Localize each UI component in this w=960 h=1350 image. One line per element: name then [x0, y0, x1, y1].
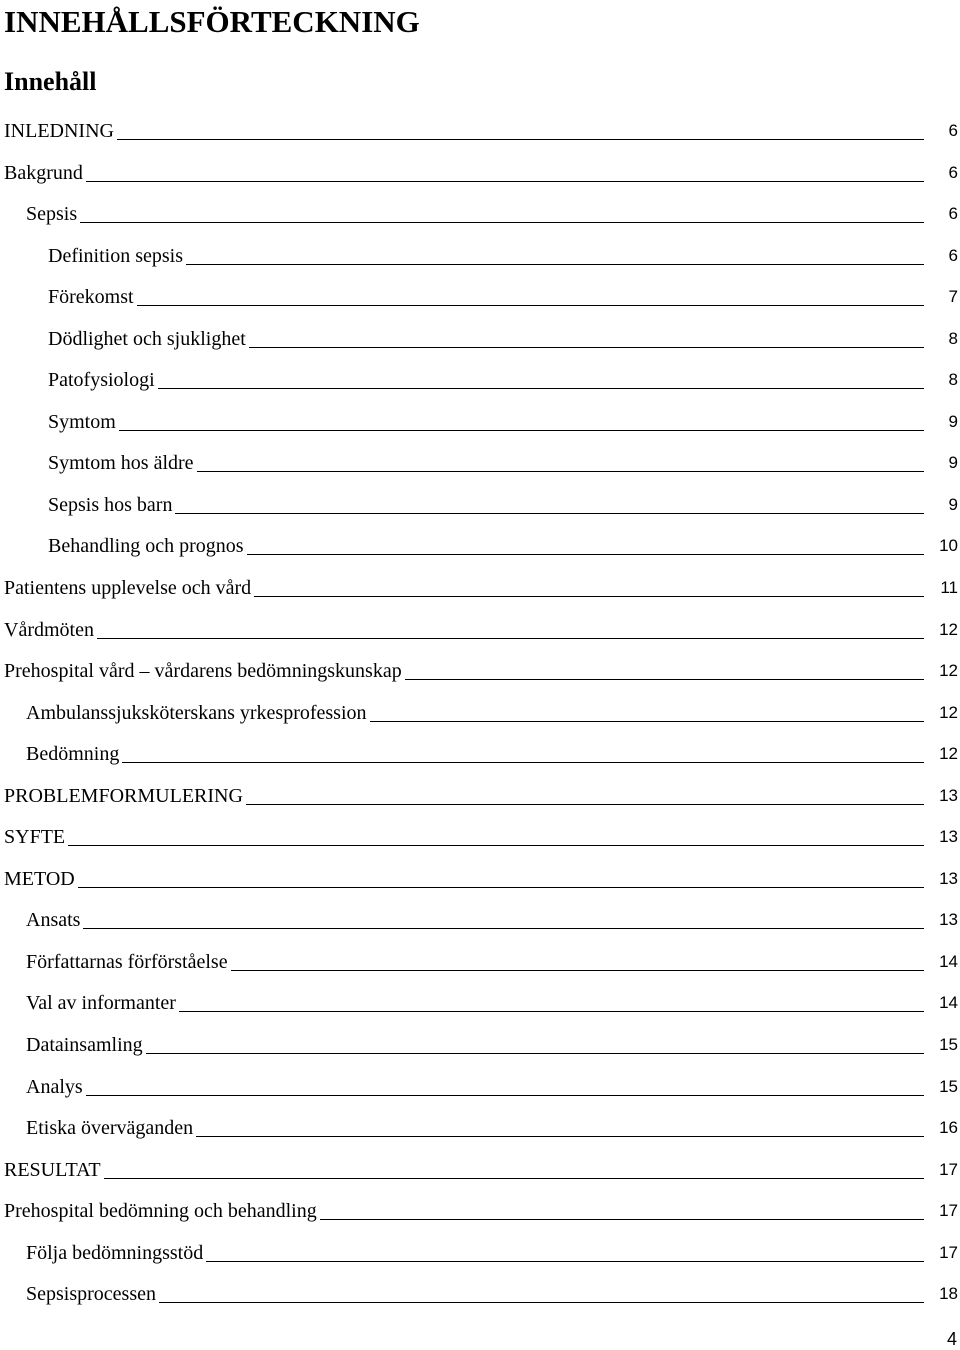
toc-entry-title: Sepsisprocessen	[26, 1282, 159, 1306]
toc-leader-line	[26, 762, 924, 763]
toc-entry[interactable]	[0, 525, 960, 567]
toc-entry-title: Etiska överväganden	[26, 1116, 196, 1140]
toc-leader-line	[48, 305, 924, 306]
toc-entry-page: 18	[939, 1284, 958, 1304]
toc-entry-title: Patofysiologi	[48, 368, 158, 392]
toc-entry[interactable]	[0, 484, 960, 526]
toc-leader-line	[26, 222, 924, 223]
toc-entry[interactable]	[0, 609, 960, 651]
toc-entry[interactable]	[0, 775, 960, 817]
toc-entry-page: 13	[939, 827, 958, 847]
toc-leader-line	[4, 139, 924, 140]
toc-leader-line	[26, 928, 924, 929]
toc-entry[interactable]	[0, 650, 960, 692]
toc-entry-page: 12	[939, 702, 958, 722]
toc-entry-title: Sepsis hos barn	[48, 493, 175, 517]
toc-leader-line	[4, 181, 924, 182]
toc-entry-title: INLEDNING	[4, 119, 117, 143]
toc-entry[interactable]	[0, 401, 960, 443]
toc-entry-page: 6	[948, 245, 958, 265]
toc-entry[interactable]	[0, 858, 960, 900]
toc-leader-line	[48, 430, 924, 431]
toc-entry-page: 6	[948, 162, 958, 182]
toc-entry-title: Ansats	[26, 908, 83, 932]
toc-leader-line	[48, 513, 924, 514]
toc-entry[interactable]	[0, 1232, 960, 1274]
toc-entry-page: 7	[948, 287, 958, 307]
toc-entry-page: 11	[940, 578, 958, 598]
toc-entry-title: Sepsis	[26, 202, 80, 226]
toc-entry[interactable]	[0, 235, 960, 277]
toc-leader-line	[26, 1302, 924, 1303]
toc-entry-page: 16	[939, 1118, 958, 1138]
toc-entry-page: 13	[939, 785, 958, 805]
toc-entry[interactable]	[0, 899, 960, 941]
toc-title: Innehåll	[4, 67, 97, 96]
toc-entry-page: 9	[948, 453, 958, 473]
toc-entry[interactable]	[0, 1190, 960, 1232]
toc-entry-title: METOD	[4, 867, 78, 891]
toc-entry-title: Symtom hos äldre	[48, 451, 197, 475]
toc-entry[interactable]	[0, 442, 960, 484]
toc-entry-title: Patientens upplevelse och vård	[4, 576, 254, 600]
toc-entry-title: Definition sepsis	[48, 244, 186, 268]
toc-entry[interactable]	[0, 941, 960, 983]
toc-entry-page: 10	[939, 536, 958, 556]
toc-leader-line	[48, 388, 924, 389]
toc-entry-page: 12	[939, 744, 958, 764]
toc-entry[interactable]	[0, 276, 960, 318]
toc-entry-page: 14	[939, 951, 958, 971]
toc-leader-line	[26, 1095, 924, 1096]
toc-entry-title: Symtom	[48, 410, 119, 434]
toc-entry-title: Datainsamling	[26, 1033, 146, 1057]
toc-entry-title: Bedömning	[26, 742, 122, 766]
toc-entry-page: 13	[939, 910, 958, 930]
toc-entry-title: SYFTE	[4, 825, 68, 849]
toc-entry-title: PROBLEMFORMULERING	[4, 784, 246, 808]
toc-entry[interactable]	[0, 982, 960, 1024]
toc-entry[interactable]	[0, 692, 960, 734]
toc-entry-page: 8	[948, 328, 958, 348]
toc-entry-title: Val av informanter	[26, 991, 179, 1015]
toc-entry[interactable]	[0, 152, 960, 194]
toc-entry-page: 17	[939, 1159, 958, 1179]
toc-entry-page: 15	[939, 1076, 958, 1096]
toc-entry[interactable]	[0, 359, 960, 401]
toc-entry[interactable]	[0, 733, 960, 775]
toc-entry[interactable]	[0, 567, 960, 609]
toc-entry-page: 12	[939, 619, 958, 639]
toc-entry-title: Författarnas förförståelse	[26, 950, 231, 974]
toc-entry-title: Följa bedömningsstöd	[26, 1241, 206, 1265]
toc-entry-page: 14	[939, 993, 958, 1013]
toc-entry[interactable]	[0, 1066, 960, 1108]
toc-entry[interactable]	[0, 1273, 960, 1315]
toc-entry-title: Analys	[26, 1075, 86, 1099]
page-number: 4	[946, 1329, 957, 1349]
toc-entry-title: RESULTAT	[4, 1158, 104, 1182]
toc-leader-line	[4, 887, 924, 888]
toc-entry-title: Prehospital vård – vårdarens bedömningskunskap	[4, 659, 405, 683]
toc-entry[interactable]	[0, 816, 960, 858]
toc-entry-page: 12	[939, 661, 958, 681]
toc-entry[interactable]	[0, 318, 960, 360]
toc-entry-title: Vårdmöten	[4, 618, 97, 642]
toc-entry-page: 9	[948, 494, 958, 514]
table-of-contents	[0, 110, 960, 1315]
toc-entry-page: 17	[939, 1242, 958, 1262]
toc-leader-line	[4, 845, 924, 846]
toc-entry-title: Förekomst	[48, 285, 137, 309]
toc-entry-title: Dödlighet och sjuklighet	[48, 327, 249, 351]
toc-entry-page: 15	[939, 1035, 958, 1055]
toc-entry-title: Ambulanssjuksköterskans yrkesprofession	[26, 701, 370, 725]
toc-entry-page: 9	[948, 411, 958, 431]
toc-entry-page: 13	[939, 868, 958, 888]
toc-entry-title: Behandling och prognos	[48, 534, 247, 558]
document-heading: INNEHÅLLSFÖRTECKNING	[4, 4, 420, 39]
toc-entry-title: Prehospital bedömning och behandling	[4, 1199, 320, 1223]
toc-entry[interactable]	[0, 1024, 960, 1066]
toc-entry-page: 17	[939, 1201, 958, 1221]
toc-entry[interactable]	[0, 110, 960, 152]
toc-leader-line	[4, 1178, 924, 1179]
toc-leader-line	[26, 1053, 924, 1054]
toc-entry-page: 6	[948, 121, 958, 140]
toc-entry[interactable]	[0, 1149, 960, 1191]
toc-entry[interactable]	[0, 1107, 960, 1149]
toc-entry-title: Bakgrund	[4, 161, 86, 185]
toc-entry-page: 8	[948, 370, 958, 390]
toc-entry[interactable]	[0, 193, 960, 235]
toc-entry-page: 6	[948, 204, 958, 224]
toc-leader-line	[4, 638, 924, 639]
